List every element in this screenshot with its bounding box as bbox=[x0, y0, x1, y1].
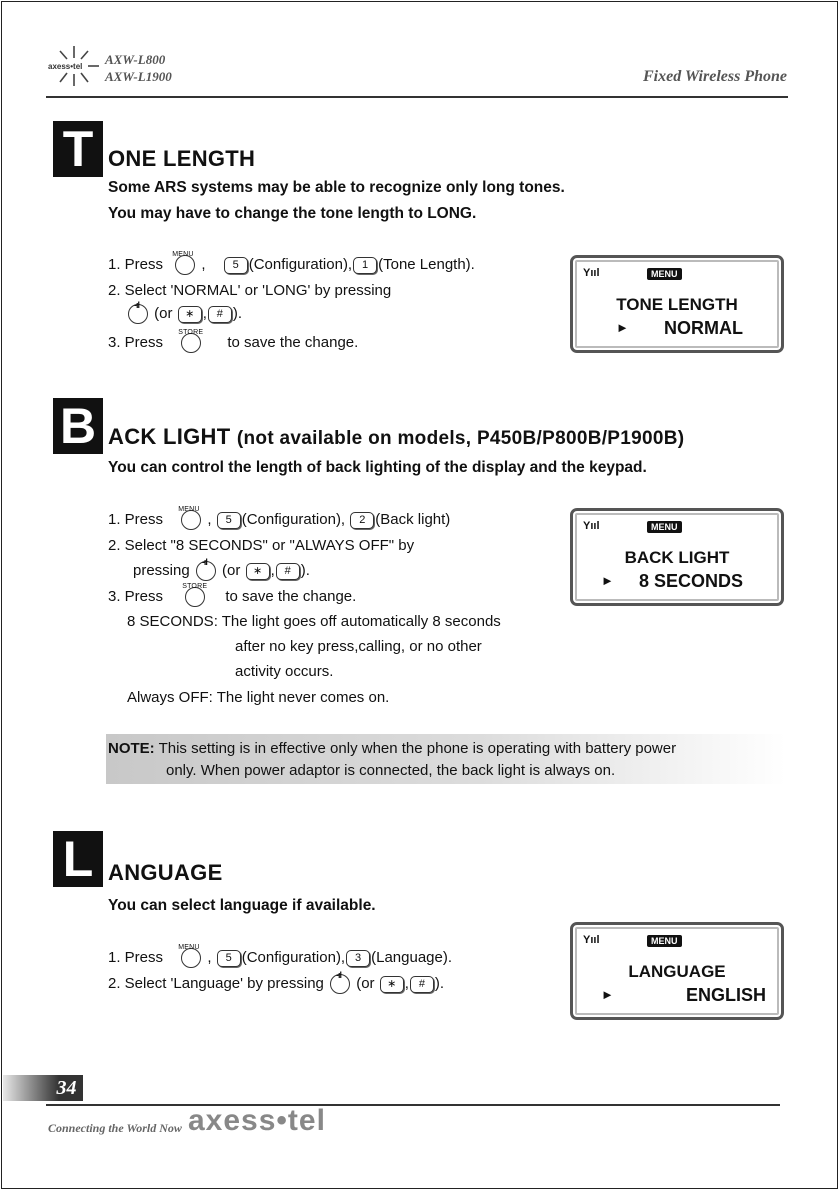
volume-bars-icon: -ıl bbox=[336, 970, 342, 981]
volume-button[interactable] bbox=[128, 300, 148, 324]
tone-intro-line: You may have to change the tone length to LONG. bbox=[108, 205, 477, 222]
menu-button[interactable] bbox=[172, 251, 195, 275]
step-text: 3. Press bbox=[108, 588, 164, 605]
menu-label: MENU bbox=[172, 251, 194, 259]
step-text: , bbox=[404, 975, 409, 992]
step-text: , bbox=[201, 256, 206, 273]
step-text: to save the change. bbox=[225, 588, 357, 605]
note-label: NOTE: bbox=[108, 740, 155, 757]
note-line-1: This setting is in effective only when the phone is operating with battery power bbox=[158, 740, 677, 757]
key-5[interactable]: 5 bbox=[217, 512, 241, 529]
axesstel-logo-icon bbox=[48, 44, 100, 90]
lcd-line-1: TONE LENGTH bbox=[616, 295, 738, 314]
model-2: AXW-L1900 bbox=[105, 69, 172, 84]
tone-lcd-display bbox=[570, 255, 784, 353]
tone-step-1 bbox=[108, 251, 475, 275]
step-text: ). bbox=[232, 305, 243, 322]
key-hash[interactable]: # bbox=[276, 563, 300, 580]
backlight-lcd-display bbox=[570, 508, 784, 606]
step-text: 1. Press bbox=[108, 511, 164, 528]
step-text: 1. Press bbox=[108, 256, 164, 273]
arrow-right-icon: ► bbox=[601, 987, 614, 1002]
backlight-intro: You can control the length of back lighting of the display and the keypad. bbox=[108, 459, 647, 476]
lcd-line-2: NORMAL bbox=[664, 318, 743, 338]
menu-badge: MENU bbox=[647, 521, 682, 533]
signal-icon: Yııl bbox=[583, 267, 600, 279]
key-1[interactable]: 1 bbox=[353, 257, 377, 274]
backlight-step-1 bbox=[108, 506, 451, 530]
tone-step-2: 2. Select 'NORMAL' or 'LONG' by pressing bbox=[108, 282, 392, 299]
step-text: pressing bbox=[133, 562, 190, 579]
tone-step-3 bbox=[108, 329, 359, 353]
tone-step-2-keys bbox=[126, 300, 243, 324]
step-text: (Tone Length). bbox=[378, 256, 475, 273]
logo-text: axess•tel bbox=[48, 62, 83, 71]
backlight-title-row bbox=[108, 424, 684, 450]
step-text: (Configuration), bbox=[241, 949, 346, 966]
step-text: ). bbox=[300, 562, 310, 579]
menu-badge: MENU bbox=[647, 268, 682, 280]
step-text: (or bbox=[356, 975, 375, 992]
menu-label: MENU bbox=[178, 944, 200, 952]
note-line-2: only. When power adaptor is connected, the back light is always on. bbox=[166, 762, 616, 779]
key-hash[interactable]: # bbox=[208, 306, 232, 323]
volume-bars-icon: -ıl bbox=[201, 557, 207, 568]
backlight-step-2: 2. Select "8 SECONDS" or "ALWAYS OFF" by bbox=[108, 537, 415, 554]
backlight-step-3 bbox=[108, 583, 357, 607]
header-tagline: Fixed Wireless Phone bbox=[642, 68, 787, 85]
volume-button[interactable] bbox=[330, 970, 350, 994]
language-intro: You can select language if available. bbox=[108, 897, 376, 914]
lcd-line-2: ENGLISH bbox=[685, 985, 766, 1005]
menu-button[interactable] bbox=[178, 506, 201, 530]
header-divider bbox=[46, 96, 788, 98]
language-step-1 bbox=[108, 944, 453, 968]
arrow-right-icon: ► bbox=[601, 573, 614, 588]
step-text: , bbox=[207, 949, 212, 966]
backlight-desc-4: Always OFF: The light never comes on. bbox=[127, 689, 390, 706]
key-star[interactable]: ∗ bbox=[178, 306, 202, 323]
backlight-desc-2: after no key press,calling, or no other bbox=[235, 638, 482, 655]
footer-tagline: Connecting the World Now bbox=[48, 1121, 182, 1135]
signal-icon: Yııl bbox=[583, 520, 600, 532]
step-text: ). bbox=[434, 975, 445, 992]
key-star[interactable]: ∗ bbox=[246, 563, 270, 580]
step-text: (Configuration), bbox=[241, 511, 346, 528]
backlight-title: ACK LIGHT bbox=[108, 424, 231, 449]
step-text: 1. Press bbox=[108, 949, 164, 966]
page-number: 34 bbox=[56, 1077, 77, 1099]
language-dropcap: L bbox=[53, 831, 103, 887]
step-text: (Language). bbox=[371, 949, 453, 966]
model-1: AXW-L800 bbox=[105, 52, 166, 67]
footer-brand-logo: axess•tel bbox=[188, 1104, 326, 1137]
backlight-dropcap: B bbox=[53, 398, 103, 454]
arrow-right-icon: ► bbox=[616, 320, 629, 335]
volume-bars-icon: -ıl bbox=[134, 300, 139, 311]
step-text: to save the change. bbox=[227, 334, 359, 351]
key-5[interactable]: 5 bbox=[217, 950, 241, 967]
store-label: STORE bbox=[178, 329, 204, 337]
step-text: , bbox=[207, 511, 212, 528]
menu-badge: MENU bbox=[647, 935, 682, 947]
step-text: (Configuration), bbox=[248, 256, 353, 273]
store-label: STORE bbox=[182, 583, 208, 591]
language-step-2 bbox=[108, 970, 445, 994]
step-text: , bbox=[202, 305, 207, 322]
key-hash[interactable]: # bbox=[410, 976, 434, 993]
backlight-step-2-keys bbox=[133, 557, 310, 581]
tone-intro bbox=[108, 175, 565, 227]
step-text: (or bbox=[154, 305, 173, 322]
step-text: 3. Press bbox=[108, 334, 164, 351]
language-title: ANGUAGE bbox=[108, 860, 223, 885]
model-list bbox=[105, 51, 172, 85]
backlight-desc-3: activity occurs. bbox=[235, 663, 334, 680]
backlight-title-note: (not available on models, P450B/P800B/P1900B) bbox=[236, 428, 685, 449]
step-text: , bbox=[270, 562, 275, 579]
menu-label: MENU bbox=[178, 506, 200, 514]
key-star[interactable]: ∗ bbox=[380, 976, 404, 993]
footer-divider bbox=[46, 1104, 780, 1106]
lcd-line-2: 8 SECONDS bbox=[638, 571, 743, 591]
step-text: (Back light) bbox=[375, 511, 451, 528]
tone-dropcap: T bbox=[53, 121, 103, 177]
signal-icon: Yııl bbox=[583, 934, 600, 946]
menu-button[interactable] bbox=[178, 944, 201, 968]
key-2[interactable]: 2 bbox=[350, 512, 374, 529]
step-text: (or bbox=[222, 562, 241, 579]
tone-intro-line: Some ARS systems may be able to recognize only long tones. bbox=[108, 179, 565, 196]
lcd-line-1: BACK LIGHT bbox=[624, 548, 730, 567]
store-button[interactable] bbox=[178, 329, 204, 353]
language-lcd-display bbox=[570, 922, 784, 1020]
tone-title: ONE LENGTH bbox=[108, 146, 256, 171]
key-5[interactable]: 5 bbox=[224, 257, 248, 274]
note-box bbox=[106, 734, 786, 784]
store-button[interactable] bbox=[182, 583, 208, 607]
lcd-line-1: LANGUAGE bbox=[628, 962, 726, 981]
backlight-desc-1: 8 SECONDS: The light goes off automatically 8 seconds bbox=[127, 613, 501, 630]
step-text: 2. Select 'Language' by pressing bbox=[108, 975, 324, 992]
key-3[interactable]: 3 bbox=[346, 950, 370, 967]
